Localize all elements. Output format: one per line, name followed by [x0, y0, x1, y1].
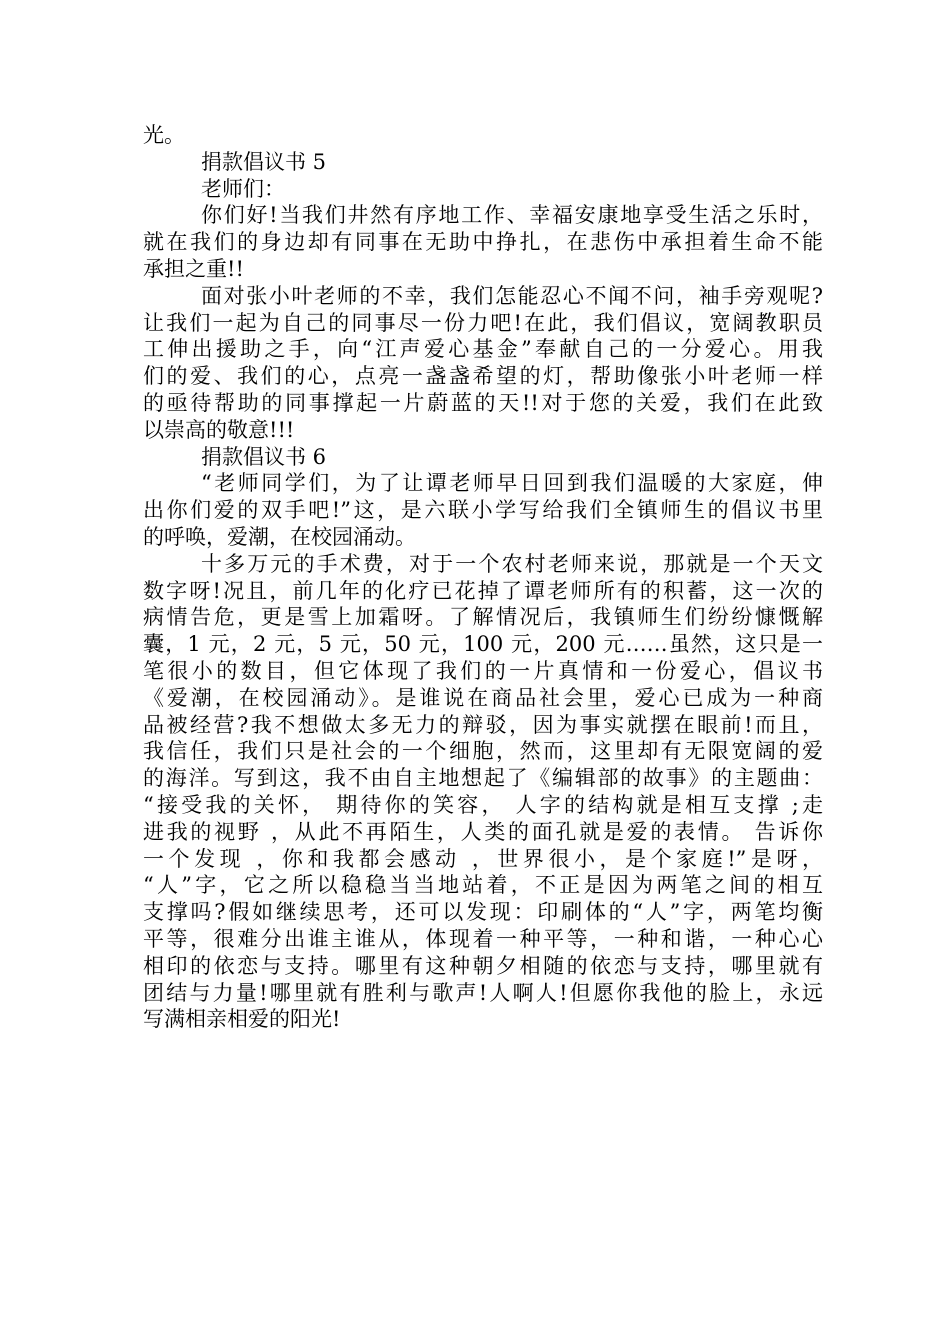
text-line: 出你们爱的双手吧!”这，是六联小学写给我们全镇师生的倡议书里: [143, 498, 823, 523]
text-line: 以崇高的敬意!!!: [143, 417, 295, 442]
text-line: 平等，很难分出谁主谁从，体现着一种平等，一种和谐，一种心心: [143, 926, 823, 951]
text-line: 写满相亲相爱的阳光!: [143, 1007, 341, 1032]
text-line: 十多万元的手术费，对于一个农村老师来说，那就是一个天文: [201, 551, 823, 576]
text-line: “接受我的关怀， 期待你的笑容， 人字的结构就是相互支撑 ;走: [143, 792, 823, 817]
text-line: 病情告危，更是雪上加霜呀。了解情况后，我镇师生们纷纷慷慨解: [143, 605, 823, 630]
text-line: 品被经营?我不想做太多无力的辩驳，因为事实就摆在眼前!而且，: [143, 712, 823, 737]
text-line: 囊，1 元，2 元，5 元，50 元，100 元，200 元……虽然，这只是一: [143, 632, 823, 657]
text-line: 老师们：: [201, 176, 285, 201]
text-line: 就在我们的身边却有同事在无助中挣扎，在悲伤中承担着生命不能: [143, 230, 823, 255]
text-line: 工伸出援助之手，向“江声爱心基金”奉献自己的一分爱心。用我: [143, 337, 823, 362]
text-line: 你们好!当我们井然有序地工作、幸福安康地享受生活之乐时，: [201, 203, 823, 228]
text-line: 承担之重!!: [143, 256, 244, 281]
text-line: 面对张小叶老师的不幸，我们怎能忍心不闻不问，袖手旁观呢?: [201, 283, 823, 308]
text-line: 进我的视野 ，从此不再陌生，人类的面孔就是爱的表情。 告诉你: [143, 819, 823, 844]
text-line: 的呼唤，爱潮，在校园涌动。: [143, 524, 416, 549]
text-line: 光。: [143, 123, 185, 147]
text-line: 让我们一起为自己的同事尽一份力吧!在此，我们倡议，宽阔教职员: [143, 310, 823, 335]
text-line: 我信任，我们只是社会的一个细胞，然而，这里却有无限宽阔的爱: [143, 739, 823, 764]
text-line: 支撑吗?假如继续思考，还可以发现：印刷体的“人”字，两笔均衡: [143, 900, 823, 925]
text-line: 数字呀!况且，前几年的化疗已花掉了谭老师所有的积蓄，这一次的: [143, 578, 823, 603]
text-line: 一个发现 ，你和我都会感动 ，世界很小，是个家庭!”是呀，: [143, 846, 823, 871]
text-line: 捐款倡议书 6: [201, 444, 327, 469]
text-line: 笔很小的数目，但它体现了我们的一片真情和一份爱心，倡议书: [143, 658, 823, 683]
text-line: 的海洋。写到这，我不由自主地想起了《编辑部的故事》的主题曲：: [143, 766, 823, 791]
text-line: 《爱潮，在校园涌动》。是谁说在商品社会里，爱心已成为一种商: [143, 685, 823, 710]
text-line: 捐款倡议书 5: [201, 149, 327, 174]
document-body: [143, 122, 823, 1033]
text-line: 们的爱、我们的心，点亮一盏盏希望的灯，帮助像张小叶老师一样: [143, 364, 823, 389]
text-line: 相印的依恋与支持。哪里有这种朝夕相随的依恋与支持，哪里就有: [143, 953, 823, 978]
text-line: “人”字，它之所以稳稳当当地站着，不正是因为两笔之间的相互: [143, 873, 823, 898]
text-line: 的亟待帮助的同事撑起一片蔚蓝的天!!对于您的关爱，我们在此致: [143, 390, 823, 415]
text-line: 团结与力量!哪里就有胜利与歌声!人啊人!但愿你我他的脸上，永远: [143, 980, 823, 1005]
text-line: “老师同学们，为了让谭老师早日回到我们温暖的大家庭，伸: [201, 471, 823, 496]
